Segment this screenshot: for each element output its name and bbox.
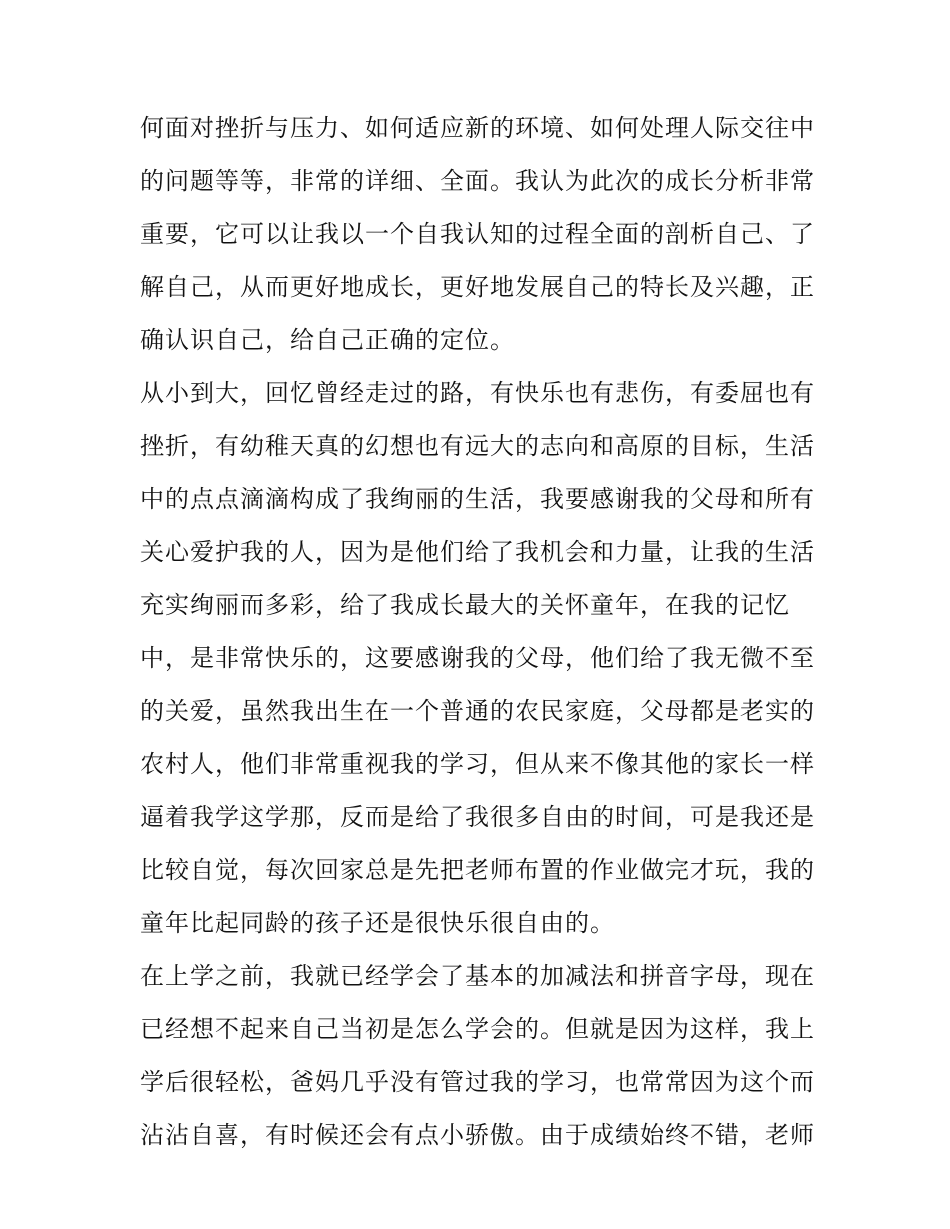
text-line: 农村人，他们非常重视我的学习，但从来不像其他的家长一样 [140, 750, 815, 778]
text-line: 已经想不起来自己当初是怎么学会的。但就是因为这样，我上 [140, 1015, 815, 1043]
text-line: 沾沾自喜，有时候还会有点小骄傲。由于成绩始终不错，老师 [140, 1121, 815, 1149]
text-line: 重要，它可以让我以一个自我认知的过程全面的剖析自己、了 [140, 220, 815, 248]
text-line: 解自己，从而更好地成长，更好地发展自己的特长及兴趣，正 [140, 273, 815, 301]
text-line: 何面对挫折与压力、如何适应新的环境、如何处理人际交往中 [140, 114, 815, 142]
text-line: 比较自觉，每次回家总是先把老师布置的作业做完才玩，我的 [140, 856, 815, 884]
text-line: 充实绚丽而多彩，给了我成长最大的关怀童年，在我的记忆 [140, 591, 790, 619]
text-line: 中的点点滴滴构成了我绚丽的生活，我要感谢我的父母和所有 [140, 485, 815, 513]
text-line: 的问题等等，非常的详细、全面。我认为此次的成长分析非常 [140, 167, 815, 195]
text-line: 挫折，有幼稚天真的幻想也有远大的志向和高原的目标，生活 [140, 432, 815, 460]
text-line: 中，是非常快乐的，这要感谢我的父母，他们给了我无微不至 [140, 644, 815, 672]
text-line: 关心爱护我的人，因为是他们给了我机会和力量，让我的生活 [140, 538, 815, 566]
text-line: 童年比起同龄的孩子还是很快乐很自由的。 [140, 909, 615, 937]
text-line: 从小到大，回忆曾经走过的路，有快乐也有悲伤，有委屈也有 [140, 379, 815, 407]
text-line: 逼着我学这学那，反而是给了我很多自由的时间，可是我还是 [140, 803, 815, 831]
text-line: 确认识自己，给自己正确的定位。 [140, 326, 515, 354]
text-line: 在上学之前，我就已经学会了基本的加减法和拼音字母，现在 [140, 962, 815, 990]
text-line: 学后很轻松，爸妈几乎没有管过我的学习，也常常因为这个而 [140, 1068, 815, 1096]
text-line: 的关爱，虽然我出生在一个普通的农民家庭，父母都是老实的 [140, 697, 815, 725]
